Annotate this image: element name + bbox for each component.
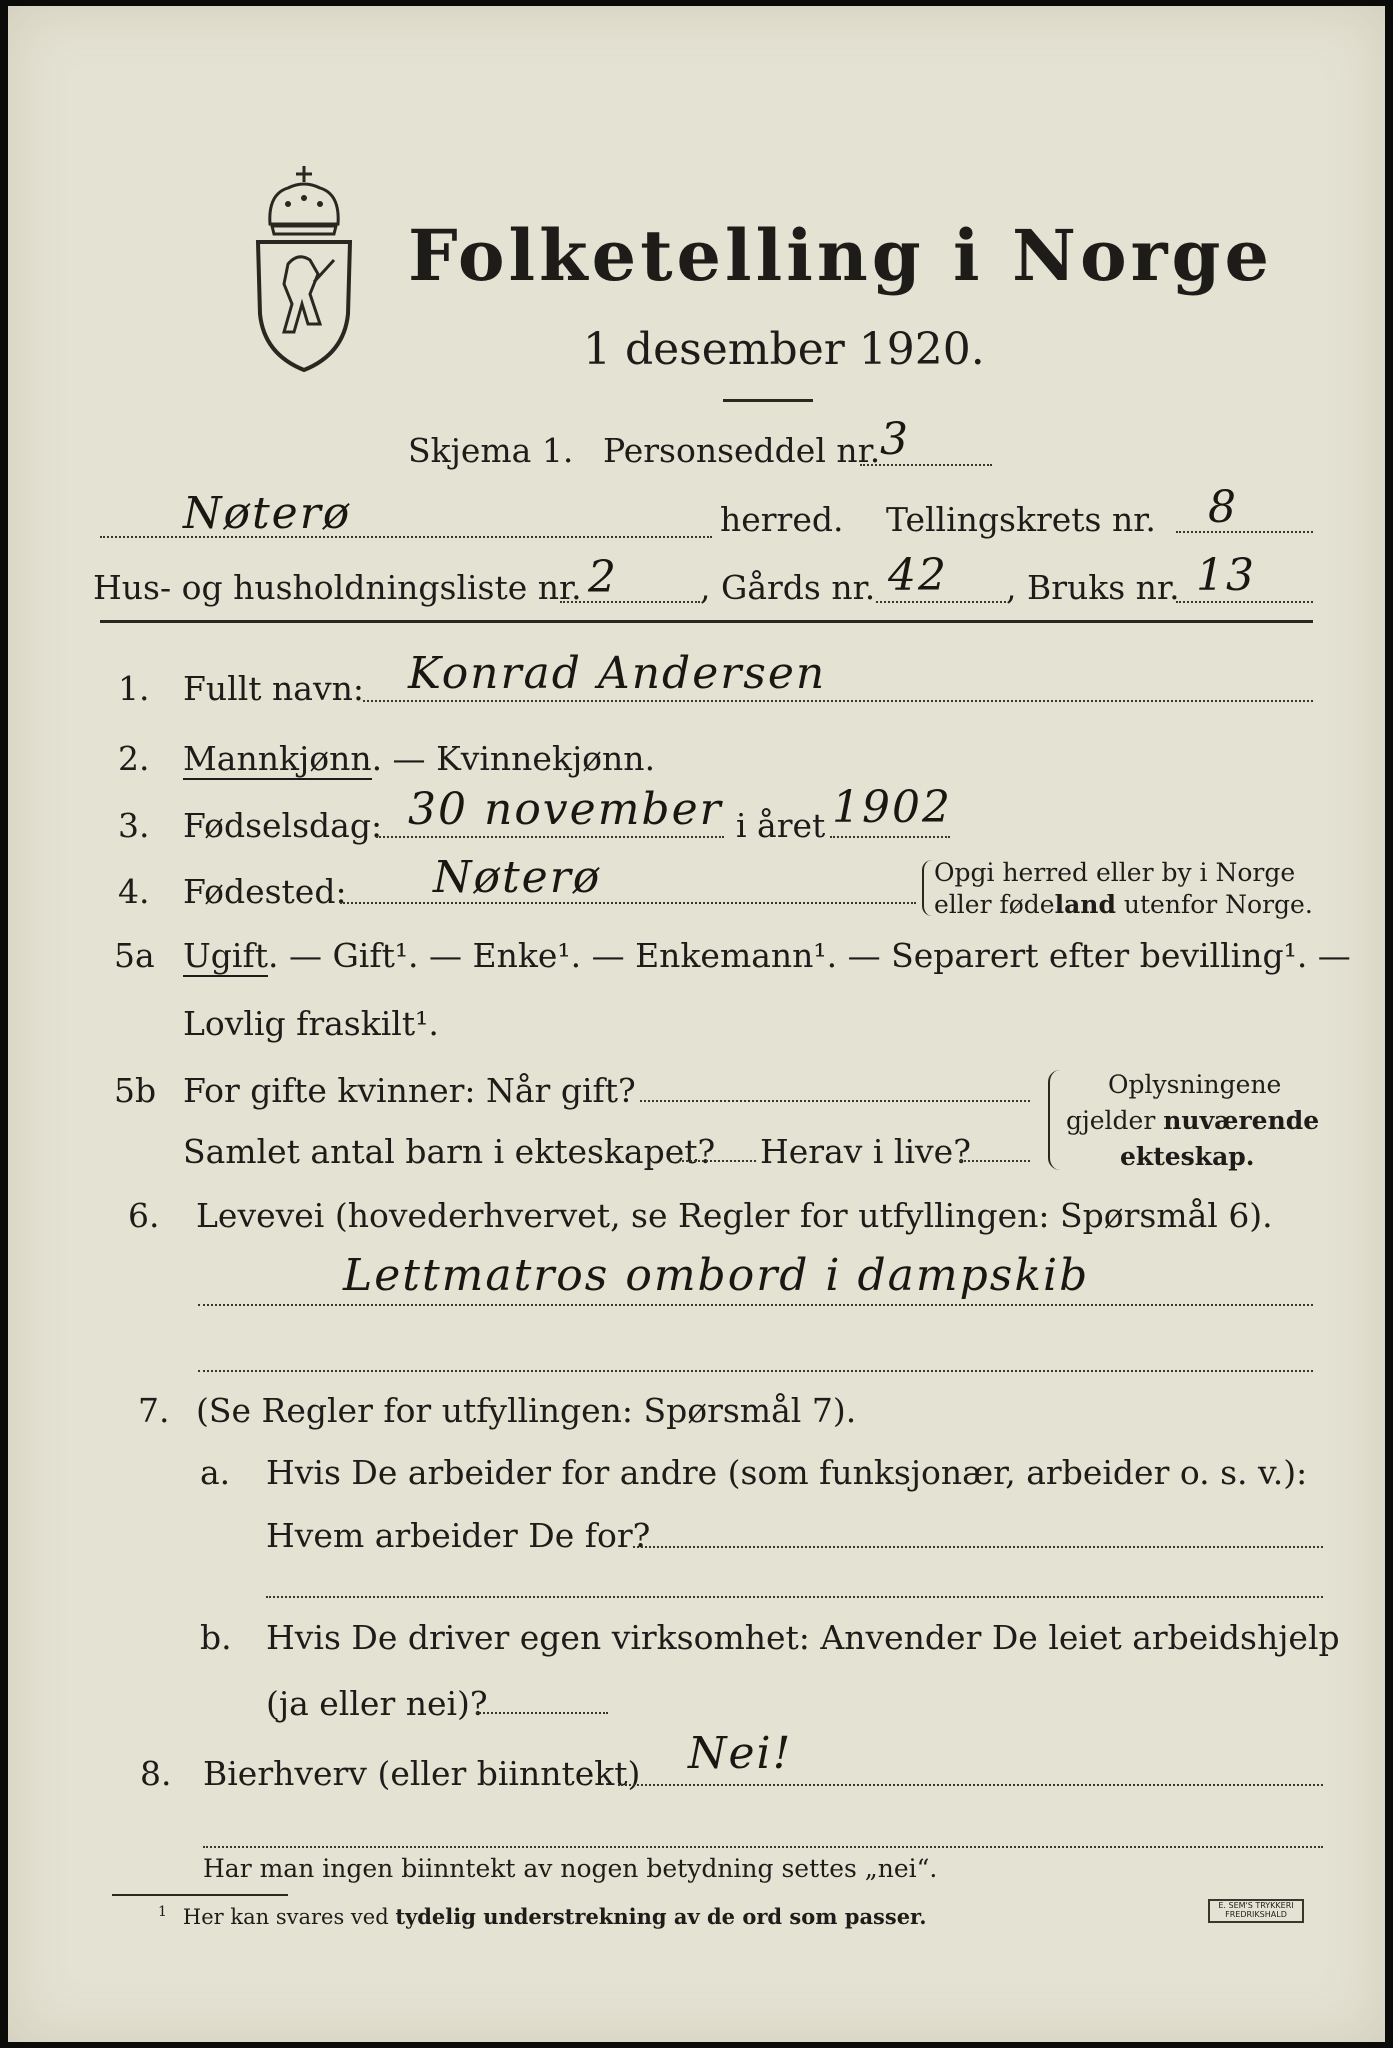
q6-number: 6. [128,1196,160,1235]
herred-label: herred. [720,500,844,539]
marriage-note-line1: Oplysningene [1108,1070,1282,1099]
occupation-field-1[interactable] [198,1304,1313,1306]
side-income-label: Bierhverv (eller biinntekt) [203,1754,641,1793]
birthplace-value: Nøterø [433,852,602,903]
children-alive-label: Herav i live? [760,1132,971,1171]
birthplace-note-line2: eller fødeland utenfor Norge. [934,890,1313,919]
person-nr-value: 3 [880,414,910,465]
bruks-label: , Bruks nr. [1006,568,1180,607]
marital-other-options[interactable]: . — Gift¹. — Enke¹. — Enkemann¹. — Separert efter bevilling¹. — [267,936,1351,975]
married-when-label: For gifte kvinner: Når gift? [183,1071,636,1110]
printer-stamp: E. SEM'S TRYKKERI FREDRIKSHALD [1208,1899,1304,1923]
krets-label: Tellingskrets nr. [886,500,1156,539]
q2-number: 2. [118,739,150,778]
side-income-note: Har man ingen biinntekt av nogen betydning settes „nei“. [203,1854,938,1883]
q7b-text: Hvis De driver egen virksomhet: Anvender De leiet arbeidshjelp [266,1618,1340,1657]
gards-value: 42 [888,550,948,601]
birthplace-note-brace [922,860,932,916]
census-form [8,6,1385,2042]
header-separator [100,620,1313,623]
q3-number: 3. [118,806,150,845]
q5a-number: 5a [114,936,155,975]
krets-field[interactable] [1176,531,1313,533]
birthplace-note-line1: Opgi herred eller by i Norge [934,858,1296,887]
q7b-letter: b. [200,1618,232,1657]
krets-value: 8 [1208,482,1238,533]
occupation-value: Lettmatros ombord i dampskib [343,1250,1090,1301]
married-when-field[interactable] [640,1100,1030,1102]
q1-label: Fullt navn: [183,669,364,708]
schema-label: Skjema 1. [408,431,574,470]
q8-number: 8. [140,1754,172,1793]
liste-field[interactable] [560,601,700,603]
birthplace-field[interactable] [340,902,916,904]
side-income-field[interactable] [618,1784,1323,1786]
marital-options [183,936,1351,975]
year-label: i året [736,806,826,845]
birthday-field[interactable] [376,836,724,838]
q4-number: 4. [118,872,150,911]
full-name-field[interactable] [363,700,1313,702]
hired-help-label: (ja eller nei)? [266,1684,488,1723]
person-nr-label: Personseddel nr. [603,431,881,470]
birth-year-value: 1902 [832,782,952,833]
side-income-value: Nei! [688,1728,793,1779]
q7-number: 7. [138,1391,170,1430]
children-alive-field[interactable] [960,1160,1030,1162]
children-field[interactable] [678,1160,756,1162]
sex-end: . [644,739,656,778]
title-divider [723,399,813,402]
liste-value: 2 [588,552,618,603]
sex-male-option[interactable]: Mannkjønn [183,739,372,778]
marriage-note-line3: ekteskap. [1120,1142,1255,1171]
marital-fraskilt-option[interactable]: Lovlig fraskilt¹. [183,1004,439,1043]
gards-label: , Gårds nr. [700,568,876,607]
census-date: 1 desember 1920. [583,324,985,375]
liste-label: Hus- og husholdningsliste nr. [93,568,582,607]
occupation-label: Levevei (hovederhvervet, se Regler for utfyllingen: Spørsmål 6). [196,1196,1273,1235]
q7a-letter: a. [200,1453,231,1492]
form-title: Folketelling i Norge [408,214,1274,297]
footnote-number: 1 [158,1904,167,1920]
marriage-note-brace [1048,1070,1060,1170]
q3-label: Fødselsdag: [183,806,383,845]
bruks-field[interactable] [1176,601,1313,603]
children-label: Samlet antal barn i ekteskapet? [183,1132,716,1171]
side-income-field-2[interactable] [203,1846,1323,1848]
footnote-rule [112,1894,288,1896]
birthday-value: 30 november [408,784,723,835]
employer-field-2[interactable] [266,1596,1323,1598]
footnote: $^1$ Her kan svares ved tydelig understrekning av de ord som passer. [158,1904,927,1929]
gards-field[interactable] [876,601,1006,603]
sex-separator: . — [371,739,437,778]
marital-ugift-option[interactable]: Ugift [183,936,268,975]
q5b-number: 5b [114,1071,157,1110]
sex-female-option[interactable]: Kvinnekjønn [436,739,645,778]
bruks-value: 13 [1196,550,1256,601]
birth-year-field[interactable] [830,836,950,838]
q7-label: (Se Regler for utfyllingen: Spørsmål 7). [196,1391,857,1430]
norway-coat-of-arms-icon [248,164,360,374]
marriage-note-line2: gjelder nuværende [1066,1106,1320,1135]
employer-label: Hvem arbeider De for? [266,1516,651,1555]
hired-help-field[interactable] [476,1712,608,1714]
sex-options [183,739,655,778]
q7a-text: Hvis De arbeider for andre (som funksjonær, arbeider o. s. v.): [266,1453,1308,1492]
q1-number: 1. [118,669,150,708]
full-name-value: Konrad Andersen [408,648,827,699]
employer-field-1[interactable] [633,1546,1323,1548]
q4-label: Fødested: [183,872,347,911]
occupation-field-2[interactable] [198,1370,1313,1372]
herred-value: Nøterø [183,488,352,539]
